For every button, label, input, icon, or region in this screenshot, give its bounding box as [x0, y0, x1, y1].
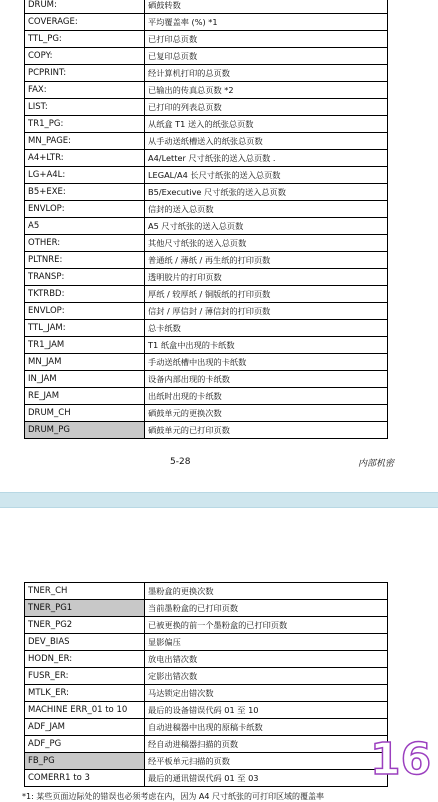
row-key: A5	[25, 218, 145, 235]
row-key: TTL_JAM:	[25, 320, 145, 337]
row-value: 放电出错次数	[145, 651, 388, 668]
row-value: 设备内部出现的卡纸数	[145, 371, 388, 388]
table-row	[25, 405, 388, 422]
row-key: DEV_BIAS	[25, 634, 145, 651]
table-row	[25, 634, 388, 651]
row-value: A5 尺寸纸张的送入总页数	[145, 218, 388, 235]
row-value: 最后的设备错误代码 01 至 10	[145, 702, 388, 719]
row-value: 经平板单元扫描的页数	[145, 753, 388, 770]
row-value: A4/Letter 尺寸纸张的送入总页数 .	[145, 150, 388, 167]
row-value: 总卡纸数	[145, 320, 388, 337]
table-row	[25, 320, 388, 337]
row-value: 马达锁定出错次数	[145, 685, 388, 702]
row-value: 经自动进稿器扫描的页数	[145, 736, 388, 753]
table-row	[25, 218, 388, 235]
row-value: 信封的送入总页数	[145, 201, 388, 218]
table-row	[25, 167, 388, 184]
table-row	[25, 685, 388, 702]
row-value: 平均覆盖率 (%) *1	[145, 14, 388, 31]
row-value: 信封 / 厚信封 / 薄信封的打印页数	[145, 303, 388, 320]
row-value: 显影偏压	[145, 634, 388, 651]
row-value: 透明胶片的打印页数	[145, 269, 388, 286]
row-key: LG+A4L:	[25, 167, 145, 184]
table-row	[25, 48, 388, 65]
row-value: 从纸盒 T1 送入的纸张总页数	[145, 116, 388, 133]
row-key: MN_JAM	[25, 354, 145, 371]
row-value: 厚纸 / 较厚纸 / 铜版纸的打印页数	[145, 286, 388, 303]
table-row	[25, 337, 388, 354]
table-row	[25, 31, 388, 48]
table-row	[25, 770, 388, 787]
table-row	[25, 600, 388, 617]
table-row	[25, 286, 388, 303]
row-value: 墨粉盒的更换次数	[145, 583, 388, 600]
row-value: 最后的通讯错误代码 01 至 03	[145, 770, 388, 787]
row-key: MN_PAGE:	[25, 133, 145, 150]
table-row	[25, 201, 388, 218]
row-value: 已复印总页数	[145, 48, 388, 65]
row-key: TR1_PG:	[25, 116, 145, 133]
row-value: 已输出的传真总页数 *2	[145, 82, 388, 99]
table-row	[25, 133, 388, 150]
table-row	[25, 736, 388, 753]
counter-table-top	[24, 0, 388, 439]
table-row	[25, 235, 388, 252]
row-value: T1 纸盒中出现的卡纸数	[145, 337, 388, 354]
table-row	[25, 668, 388, 685]
row-value: 硒鼓单元的已打印页数	[145, 422, 388, 439]
table-row	[25, 702, 388, 719]
row-key: TR1_JAM	[25, 337, 145, 354]
table-row	[25, 354, 388, 371]
row-value: 普通纸 / 薄纸 / 再生纸的打印页数	[145, 252, 388, 269]
row-value: 从手动送纸槽送入的纸张总页数	[145, 133, 388, 150]
row-value: 硒鼓转数	[145, 0, 388, 14]
table-row	[25, 583, 388, 600]
row-key: B5+EXE:	[25, 184, 145, 201]
row-key: DRUM_PG	[25, 422, 145, 439]
table-row	[25, 150, 388, 167]
table-row	[25, 82, 388, 99]
page-separator	[0, 492, 438, 508]
row-key: FUSR_ER:	[25, 668, 145, 685]
table-row	[25, 269, 388, 286]
counter-table-bottom	[24, 582, 388, 787]
table-row	[25, 184, 388, 201]
row-key: PLTNRE:	[25, 252, 145, 269]
row-key: COVERAGE:	[25, 14, 145, 31]
row-value: 已打印总页数	[145, 31, 388, 48]
row-key: IN_JAM	[25, 371, 145, 388]
row-key: DRUM:	[25, 0, 145, 14]
row-value: 经计算机打印的总页数	[145, 65, 388, 82]
table-row	[25, 99, 388, 116]
row-key: ENVLOP:	[25, 303, 145, 320]
row-value: 其他尺寸纸张的送入总页数	[145, 235, 388, 252]
row-value: 定影出错次数	[145, 668, 388, 685]
row-key: MACHINE ERR_01 to 10	[25, 702, 145, 719]
row-key: FAX:	[25, 82, 145, 99]
row-value: 已被更换的前一个墨粉盒的已打印页数	[145, 617, 388, 634]
row-key: COPY:	[25, 48, 145, 65]
row-key: TNER_PG1	[25, 600, 145, 617]
row-key: FB_PG	[25, 753, 145, 770]
row-key: ADF_JAM	[25, 719, 145, 736]
row-value: B5/Executive 尺寸纸张的送入总页数	[145, 184, 388, 201]
row-value: 手动送纸槽中出现的卡纸数	[145, 354, 388, 371]
row-key: ENVLOP:	[25, 201, 145, 218]
table-row	[25, 617, 388, 634]
row-key: TNER_PG2	[25, 617, 145, 634]
row-value: 已打印的列表总页数	[145, 99, 388, 116]
table-row	[25, 422, 388, 439]
table-row	[25, 303, 388, 320]
table-row	[25, 14, 388, 31]
table-row	[25, 719, 388, 736]
row-key: HODN_ER:	[25, 651, 145, 668]
table-row	[25, 65, 388, 82]
row-key: COMERR1 to 3	[25, 770, 145, 787]
row-key: OTHER:	[25, 235, 145, 252]
row-value: LEGAL/A4 长尺寸纸张的送入总页数	[145, 167, 388, 184]
table-row	[25, 651, 388, 668]
row-key: TNER_CH	[25, 583, 145, 600]
page-stamp-number: 16	[370, 734, 432, 785]
row-key: DRUM_CH	[25, 405, 145, 422]
page-number: 5-28	[170, 457, 191, 467]
table-row	[25, 753, 388, 770]
table-row	[25, 371, 388, 388]
row-key: LIST:	[25, 99, 145, 116]
table-row	[25, 388, 388, 405]
table-row	[25, 0, 388, 14]
row-key: TKTRBD:	[25, 286, 145, 303]
table-row	[25, 116, 388, 133]
row-value: 出纸时出现的卡纸数	[145, 388, 388, 405]
row-key: PCPRINT:	[25, 65, 145, 82]
row-value: 当前墨粉盒的已打印页数	[145, 600, 388, 617]
row-key: MTLK_ER:	[25, 685, 145, 702]
row-key: ADF_PG	[25, 736, 145, 753]
table-row	[25, 252, 388, 269]
confidential-label: 内部机密	[358, 459, 395, 469]
row-value: 自动进稿器中出现的原稿卡纸数	[145, 719, 388, 736]
row-key: RE_JAM	[25, 388, 145, 405]
row-value: 硒鼓单元的更换次数	[145, 405, 388, 422]
row-key: TTL_PG:	[25, 31, 145, 48]
row-key: TRANSP:	[25, 269, 145, 286]
footnote: *1: 某些页面边际处的错误也必须考虑在内，因为 A4 尺寸纸张的可打印区域的覆盖率	[22, 792, 324, 801]
row-key: A4+LTR:	[25, 150, 145, 167]
